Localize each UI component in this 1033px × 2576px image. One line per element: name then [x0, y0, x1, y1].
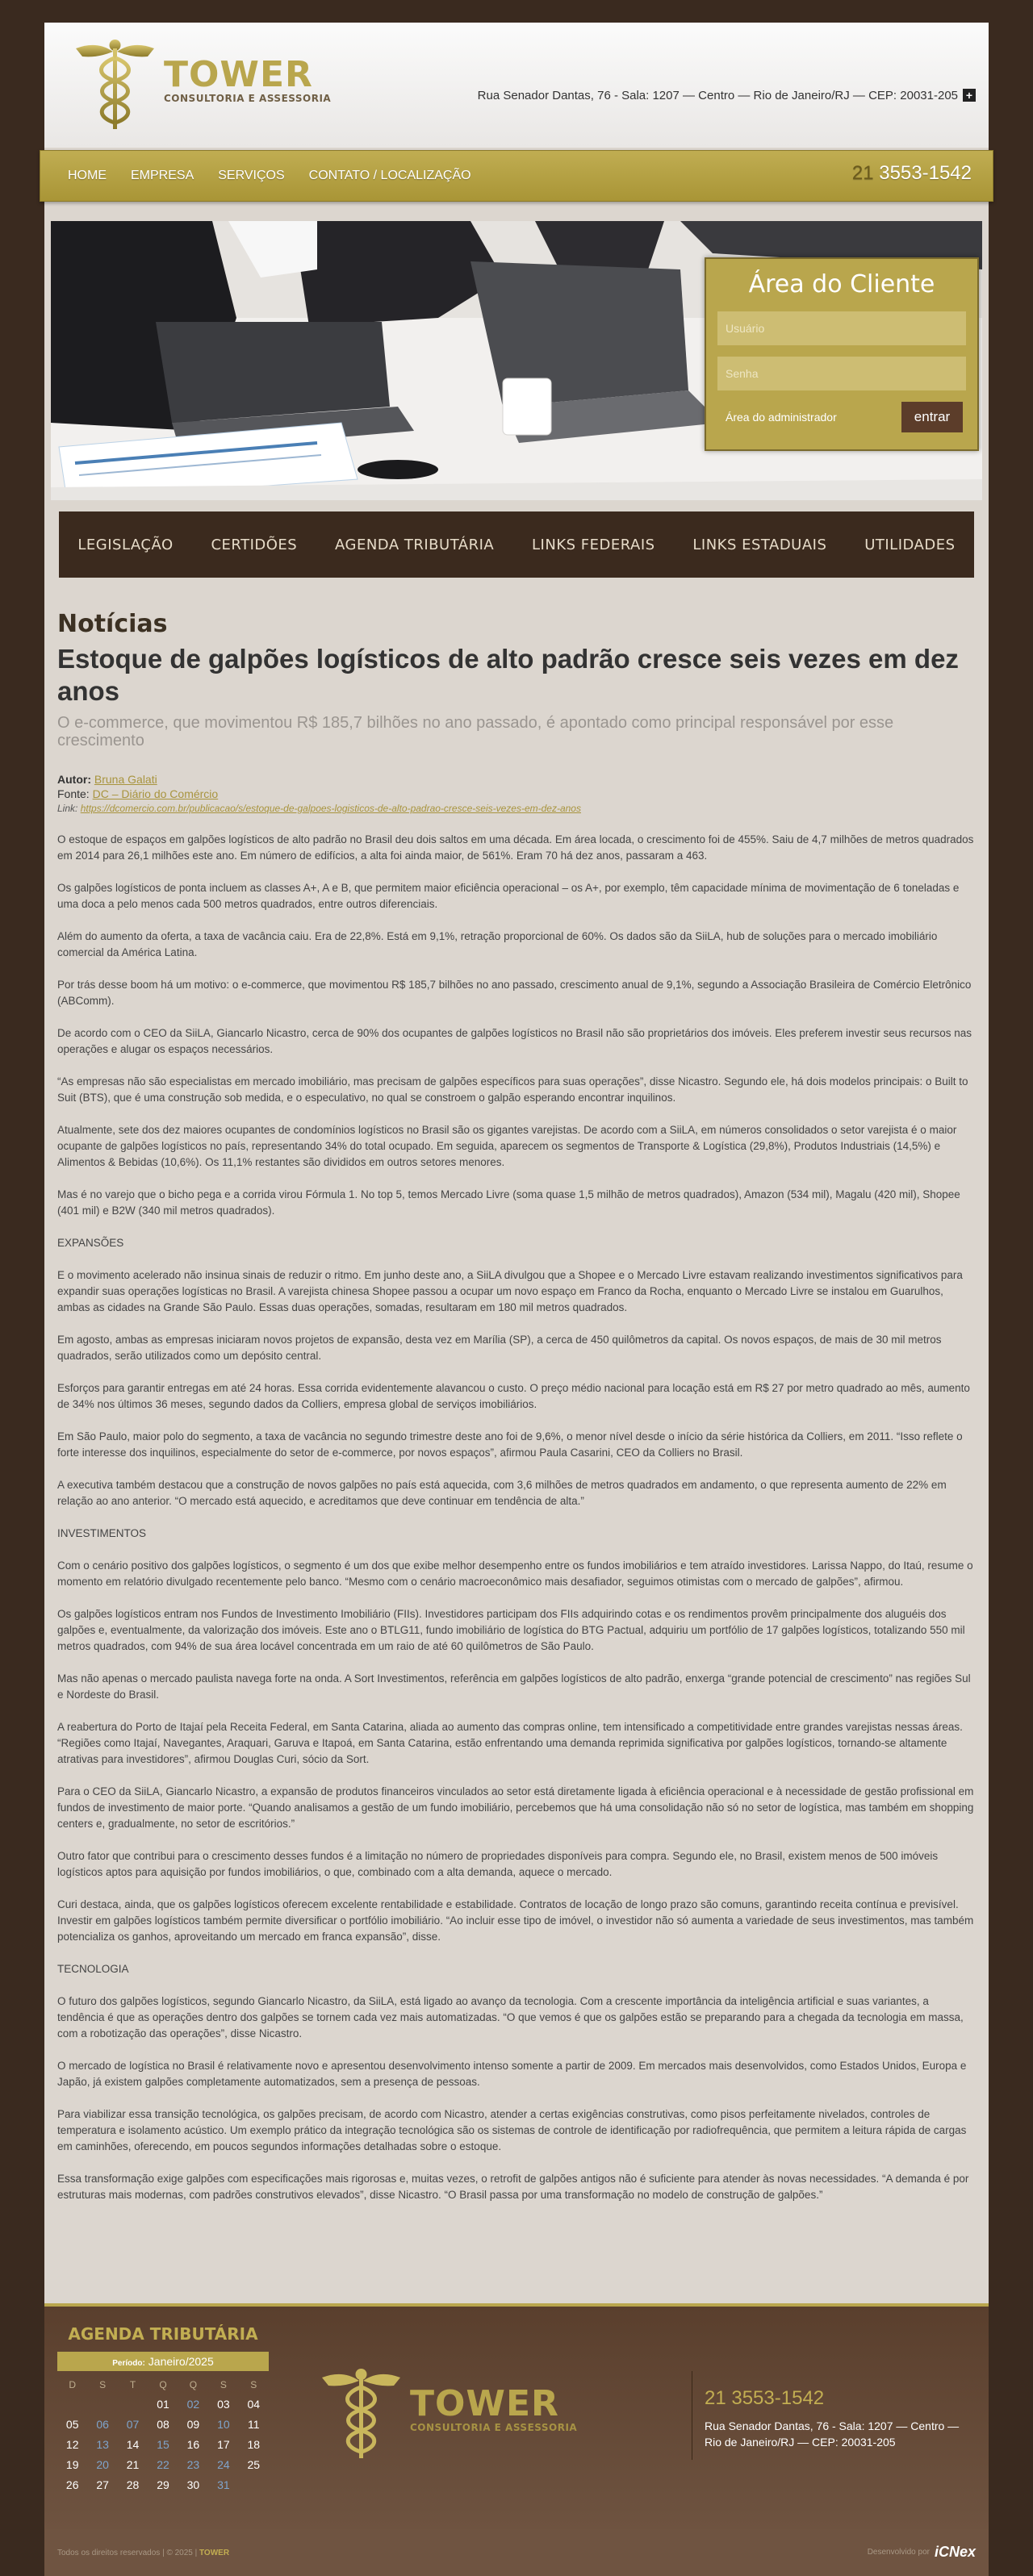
copyright: [57, 2549, 229, 2557]
nav-item-contato[interactable]: CONTATO / LOCALIZAÇÃO: [308, 169, 471, 182]
footer-logo-subtitle: CONSULTORIA E ASSESSORIA: [410, 2421, 578, 2433]
logo-subtitle: CONSULTORIA E ASSESSORIA: [164, 92, 332, 104]
submenu-item-certidoes[interactable]: CERTIDÕES: [211, 536, 298, 553]
article-subheading: INVESTIMENTOS: [57, 1527, 147, 1539]
footer-phone: 21 3553-1542: [705, 2387, 825, 2409]
calendar-day[interactable]: 28: [126, 2478, 140, 2491]
calendar-day[interactable]: 25: [247, 2458, 261, 2471]
author-link[interactable]: Bruna Galati: [94, 773, 157, 786]
link-label: Link:: [57, 803, 78, 814]
article-paragraph: O estoque de espaços em galpões logísticos de alto padrão no Brasil deu dois saltos em uma década. Em área locada, o crescimento foi de 455%. Saiu de 4,7 milhões de metros quadrados em 2014 para 26,1 milhões este ano. Em número de edifícios, a alta foi ainda maior, de 561%. Eram 70 há dez anos, passaram a 463.: [57, 833, 974, 862]
password-input[interactable]: [717, 357, 966, 390]
calendar-day[interactable]: 16: [186, 2438, 200, 2451]
nav-item-empresa[interactable]: EMPRESA: [131, 169, 194, 182]
calendar-day: [57, 2398, 87, 2411]
secondary-nav: [59, 511, 974, 578]
calendar-day[interactable]: 02: [186, 2398, 200, 2411]
footer-logo-name: TOWER: [410, 2382, 559, 2424]
calendar-weekday: T: [129, 2379, 136, 2390]
article-paragraph: Esforços para garantir entregas em até 24 horas. Essa corrida evidentemente alavancou o custo. O preço médio nacional para locação está em R$ 27 por metro quadrado ao mês, aumento de 34% nos últimos 36 meses, segundo dados da Colliers, empresa global de serviços imobiliários.: [57, 1382, 970, 1410]
submenu-item-legislacao[interactable]: LEGISLAÇÃO: [77, 536, 174, 553]
article-paragraph: Em São Paulo, maior polo do segmento, a taxa de vacância no segundo trimestre deste ano foi de 9,6%, o menor nível desde o início da série histórica da Colliers, em 2011. “Isso reflete o forte interesse dos inquilinos, especialmente do setor de e-commerce, por novos espaços”, afirmou Paula Casarini, CEO da Colliers no Brasil.: [57, 1430, 963, 1459]
article-paragraph: Além do aumento da oferta, a taxa de vacância caiu. Era de 22,8%. Está em 9,1%, retração proporcional de 60%. Os dados são da SiiLA, hub de soluções para o mercado imobiliário comercial da América Latina.: [57, 930, 938, 958]
calendar-day[interactable]: 23: [186, 2458, 200, 2471]
calendar-weekday: S: [220, 2379, 227, 2390]
calendar-weekday: D: [69, 2379, 77, 2390]
calendar-day[interactable]: 30: [186, 2478, 200, 2491]
calendar-day[interactable]: 31: [217, 2478, 230, 2491]
period-value: Janeiro/2025: [148, 2355, 214, 2368]
nav-phone: [852, 162, 972, 185]
phone-number: 3553-1542: [879, 162, 972, 184]
calendar-day[interactable]: 18: [247, 2438, 261, 2451]
submenu-item-links-federais[interactable]: LINKS FEDERAIS: [532, 536, 655, 553]
developer-logo: iCNex: [934, 2544, 976, 2560]
article-paragraph: Curi destaca, ainda, que os galpões logísticos oferecem excelente rentabilidade e estabilidade. Contratos de locação de longo prazo são comuns, garantindo receita contínua e previsível. Investir em galpões logísticos também permite diversificar o portfólio imobiliário. “Ao incluir esse tipo de imóvel, o investidor não só aumenta a variedade de seus investimentos, mas também potencializa os ganhos, aproveitando um mercado em franca expansão”, disse.: [57, 1898, 974, 1943]
calendar-day[interactable]: 06: [96, 2418, 109, 2431]
username-input[interactable]: [717, 311, 966, 345]
caduceus-icon: [73, 34, 157, 135]
caduceus-icon: [319, 2363, 404, 2464]
admin-area-link[interactable]: Área do administrador: [726, 411, 837, 424]
section-title: Notícias: [57, 610, 168, 638]
footer-contact: [705, 2387, 963, 2450]
article-url-link[interactable]: https://dcomercio.com.br/publicacao/s/estoque-de-galpoes-logisticos-de-alto-padrao-cresce-seis-vezes-em-dez-anos: [80, 803, 581, 814]
calendar-day[interactable]: 05: [65, 2418, 79, 2431]
header-address: Rua Senador Dantas, 76 - Sala: 1207 — Centro — Rio de Janeiro/RJ — CEP: 20031-205: [477, 89, 958, 102]
calendar-weekday: Q: [159, 2379, 167, 2390]
article-paragraph: Para viabilizar essa transição tecnológica, os galpões precisam, de acordo com Nicastro, atender a certas exigências construtivas, como pisos perfeitamente nivelados, controles de temperatura e isolamento acústico. Um exemplo prático da integração tecnológica são os sistemas de controle de identificação por radiofrequência, que permitem a leitura rápida de cargas em caminhões, oferecendo, em poucos segundos informações detalhadas sobre o estoque.: [57, 2108, 967, 2152]
agenda-title[interactable]: AGENDA TRIBUTÁRIA: [68, 2324, 258, 2344]
article-paragraph: Mas não apenas o mercado paulista navega forte na onda. A Sort Investimentos, referência em galpões logísticos de alto padrão, enxerga “grande potencial de crescimento” nas regiões Sul e Nordeste do Brasil.: [57, 1672, 971, 1701]
footer: [44, 2303, 989, 2529]
main-nav: [40, 150, 993, 202]
article-paragraph: Com o cenário positivo dos galpões logísticos, o segmento é um dos que exibe melhor desempenho entre os fundos imobiliários e tem atraído investidores. Larissa Nappo, do Itaú, resume o momento em relatório divulgado recentemente pelo banco. “Mesmo com o cenário macroeconômico mais desafiador, seguimos otimistas com o mercado de galpões”, afirmou.: [57, 1559, 973, 1588]
client-login-panel: [705, 257, 979, 451]
tax-calendar: [57, 2324, 269, 2491]
page: [44, 23, 989, 2576]
calendar-day[interactable]: 20: [96, 2458, 109, 2471]
article-paragraph: Mas é no varejo que o bicho pega e a corrida virou Fórmula 1. No top 5, temos Mercado Livre (soma quase 1,5 milhão de metros quadrados), Amazon (534 mil), Magalu (420 mil), Shopee (401 mil) e B2W (340 mil metros quadrados).: [57, 1188, 960, 1217]
hero-banner: [51, 221, 982, 500]
submenu-item-agenda[interactable]: AGENDA TRIBUTÁRIA: [335, 536, 495, 553]
logo-name: TOWER: [164, 53, 313, 95]
bottom-bar: [44, 2529, 989, 2576]
calendar-day[interactable]: 14: [126, 2438, 140, 2451]
source-label: Fonte:: [57, 787, 90, 800]
article-paragraph: De acordo com o CEO da SiiLA, Giancarlo Nicastro, cerca de 90% dos ocupantes de galpões logísticos no Brasil não são proprietários dos imóveis. Eles preferem investir seus recursos nas operações e alugar os espaços necessários.: [57, 1027, 972, 1055]
article-paragraph: Para o CEO da SiiLA, Giancarlo Nicastro, a expansão de produtos financeiros vinculados ao setor está diretamente ligada à eficiência operacional e à necessidade de gestão profissional em fundos de investimento de maior porte. “Quando analisamos a gestão de um fundo imobiliário, percebemos que há uma consolidação não só no setor de logística, mas também em shopping centers e, gradualmente, no setor de escritórios.”: [57, 1785, 974, 1830]
login-button[interactable]: entrar: [901, 402, 963, 432]
copyright-text: Todos os direitos reservados | © 2025 |: [57, 2549, 198, 2557]
calendar-weekday: S: [250, 2379, 257, 2390]
calendar-day[interactable]: 13: [96, 2438, 109, 2451]
calendar-day[interactable]: 03: [217, 2398, 230, 2411]
calendar-day[interactable]: 24: [217, 2458, 230, 2471]
footer-logo: [319, 2363, 577, 2464]
calendar-weekday: S: [99, 2379, 107, 2390]
calendar-day[interactable]: 21: [126, 2458, 140, 2471]
article-paragraph: Atualmente, sete dos dez maiores ocupantes de condomínios logísticos no Brasil são os gigantes varejistas. De acordo com a SiiLA, em números consolidados o setor varejista é o maior ocupante de galpões logísticos no país, representando 34% do total ocupado. Em seguida, aparecem os segmentos de Transporte & Logística (29,8%), Produtos Industriais (14,5%) e Alimentos & Bebidas (10,6%). Os 11,1% restantes são divididos em outros setores menores.: [57, 1124, 957, 1168]
calendar-day[interactable]: 26: [65, 2478, 79, 2491]
article: [57, 610, 977, 2203]
footer-address: Rua Senador Dantas, 76 - Sala: 1207 — Centro — Rio de Janeiro/RJ — CEP: 20031-205: [705, 2419, 960, 2449]
header: [44, 23, 989, 184]
article-paragraph: Outro fator que contribui para o crescimento desses fundos é a limitação no número de propriedades disponíveis para compra. Segundo ele, no Brasil, existem menos de 500 imóveis logísticos aptos para aquisição por fundos imobiliários, o que, combinado com a alta demanda, aquece o mercado.: [57, 1850, 939, 1878]
article-paragraph: A executiva também destacou que a construção de novos galpões no país está aquecida, com 3,6 milhões de metros quadrados em andamento, o que representa aumento de 22% em relação ao ano anterior. “O mercado está aquecido, e acreditamos que deve continuar em tendência de alta.”: [57, 1479, 947, 1507]
client-area-title: Área do Cliente: [748, 270, 935, 299]
calendar-day[interactable]: 01: [157, 2398, 169, 2411]
article-meta: [57, 772, 977, 816]
calendar-grid: [57, 2379, 269, 2491]
calendar-day: [239, 2478, 269, 2491]
article-paragraph: O futuro dos galpões logísticos, segundo Giancarlo Nicastro, da SiiLA, está ligado ao avanço da tecnologia. Com a crescente importância da inteligência artificial e suas variantes, a tendência é que as operações dentro dos galpões se tornem cada vez mais automatizadas. “O que vemos é que os galpões estão se preparando para a chegada da tecnologia em massa, com a robotização das operações”, disse Nicastro.: [57, 1995, 964, 2040]
nav-item-home[interactable]: HOME: [68, 169, 107, 182]
article-paragraph: Por trás desse boom há um motivo: o e-commerce, que movimentou R$ 185,7 bilhões no ano passado, crescimento anual de 9,1%, segundo a Associação Brasileira de Comércio Eletrônico (ABComm).: [57, 979, 972, 1007]
article-paragraph: Essa transformação exige galpões com especificações mais rigorosas e, muitas vezes, o retrofit de galpões antigos não é suficiente para atender às novas necessidades. “A demanda é por estruturas mais modernas, com padrões construtivos elevados”, disse Nicastro. “O Brasil passa por uma transformação no modelo de construção de galpões.”: [57, 2173, 969, 2201]
calendar-day[interactable]: 08: [157, 2418, 169, 2431]
submenu-item-utilidades[interactable]: UTILIDADES: [864, 536, 956, 553]
article-paragraph: O mercado de logística no Brasil é relativamente novo e apresentou desenvolvimento intenso somente a partir de 2009. Em mercados mais desenvolvidos, como Estados Unidos, Europa e Japão, já existem galpões completamente automatizados, sem a presença de pessoas.: [57, 2060, 967, 2088]
calendar-day[interactable]: 07: [126, 2418, 140, 2431]
calendar-day: [118, 2398, 148, 2411]
logo[interactable]: [73, 34, 331, 135]
article-subheading: EXPANSÕES: [57, 1237, 124, 1249]
calendar-day[interactable]: 17: [217, 2438, 230, 2451]
phone-ddd: 21: [851, 162, 874, 184]
article-subheading: TECNOLOGIA: [57, 1963, 129, 1975]
calendar-day: [87, 2398, 117, 2411]
calendar-day[interactable]: 12: [65, 2438, 79, 2451]
plus-icon[interactable]: +: [963, 89, 976, 102]
calendar-day[interactable]: 10: [217, 2418, 230, 2431]
author-label: Autor:: [57, 773, 91, 786]
calendar-day[interactable]: 19: [65, 2458, 79, 2471]
calendar-day[interactable]: 29: [157, 2478, 169, 2491]
submenu-item-links-estaduais[interactable]: LINKS ESTADUAIS: [692, 536, 827, 553]
calendar-day[interactable]: 15: [157, 2438, 169, 2451]
calendar-day[interactable]: 22: [157, 2458, 169, 2471]
calendar-day[interactable]: 27: [96, 2478, 109, 2491]
developer-label: Desenvolvido por: [867, 2548, 930, 2557]
calendar-weekday: Q: [189, 2379, 198, 2390]
copyright-brand: TOWER: [199, 2549, 230, 2557]
developer-credit[interactable]: [868, 2544, 976, 2561]
source-link[interactable]: DC – Diário do Comércio: [92, 787, 219, 800]
article-lead: O e-commerce, que movimentou R$ 185,7 bilhões no ano passado, é apontado como principal responsável por esse crescimento: [57, 714, 894, 749]
article-paragraph: Os galpões logísticos de ponta incluem as classes A+, A e B, que permitem maior eficiência operacional – os A+, por exemplo, têm capacidade mínima de movimentação de 6 toneladas e uma doca a pelo menos cada 500 metros quadrados, entre outros diferenciais.: [57, 882, 960, 910]
article-paragraph: Os galpões logísticos entram nos Fundos de Investimento Imobiliário (FIIs). Investidores participam dos FIIs adquirindo cotas e os rendimentos provêm principalmente dos aluguéis dos galpões e, eventualmente, da valorização dos imóveis. Este ano o BTLG11, fundo imobiliário de logística do BTG Pactual, adquiriu um portfólio de 17 galpões logísticos, totalizando 550 mil metros quadrados, com 94% de sua área locável concentrada em um raio de até 60 quilômetros de São Paulo.: [57, 1608, 965, 1652]
article-paragraph: “As empresas não são especialistas em mercado imobiliário, mas precisam de galpões específicos para suas operações”, disse Nicastro. Segundo ele, há dois modelos principais: o Built to Suit (BTS), que é uma construção sob medida, e o especulativo, no qual se constroem o galpão esperando encontrar inquilinos.: [57, 1075, 968, 1104]
period-label: Período:: [112, 2359, 145, 2368]
article-headline: Estoque de galpões logísticos de alto padrão cresce seis vezes em dez anos: [57, 644, 959, 706]
nav-item-servicos[interactable]: SERVIÇOS: [218, 169, 285, 182]
calendar-period: [57, 2352, 269, 2371]
article-paragraph: E o movimento acelerado não insinua sinais de reduzir o ritmo. Em junho deste ano, a SiiLA divulgou que a Shopee e o Mercado Livre estavam realizando investimentos significativos para expandir suas operações logísticas no Brasil. A varejista chinesa Shopee passou a ocupar um novo espaço em Franco da Rocha, enquanto o Mercado Livre se instalou em Guarulhos, ambas as cidades na Grande São Paulo. Essas duas operações, somadas, resultaram em 180 mil metros quadrados.: [57, 1269, 963, 1313]
article-body: [57, 832, 977, 2203]
article-paragraph: Em agosto, ambas as empresas iniciaram novos projetos de expansão, desta vez em Marília (SP), a cerca de 450 quilômetros da capital. Os novos espaços, de mais de 30 mil metros quadrados, serão utilizados como um depósito central.: [57, 1334, 942, 1362]
calendar-day[interactable]: 04: [247, 2398, 261, 2411]
article-paragraph: A reabertura do Porto de Itajaí pela Receita Federal, em Santa Catarina, aliada ao aumento das compras online, tem intensificado a competitividade entre grandes varejistas nessas áreas. “Regiões como Itajaí, Navegantes, Araquari, Garuva e Itapoá, em Santa Catarina, estão enfrentando uma demanda reprimida significativa por galpões logísticos, tornando-se altamente atrativas para investidores”, afirmou Douglas Curi, sócio da Sort.: [57, 1721, 963, 1765]
calendar-day[interactable]: 09: [186, 2418, 200, 2431]
calendar-day[interactable]: 11: [248, 2418, 260, 2431]
